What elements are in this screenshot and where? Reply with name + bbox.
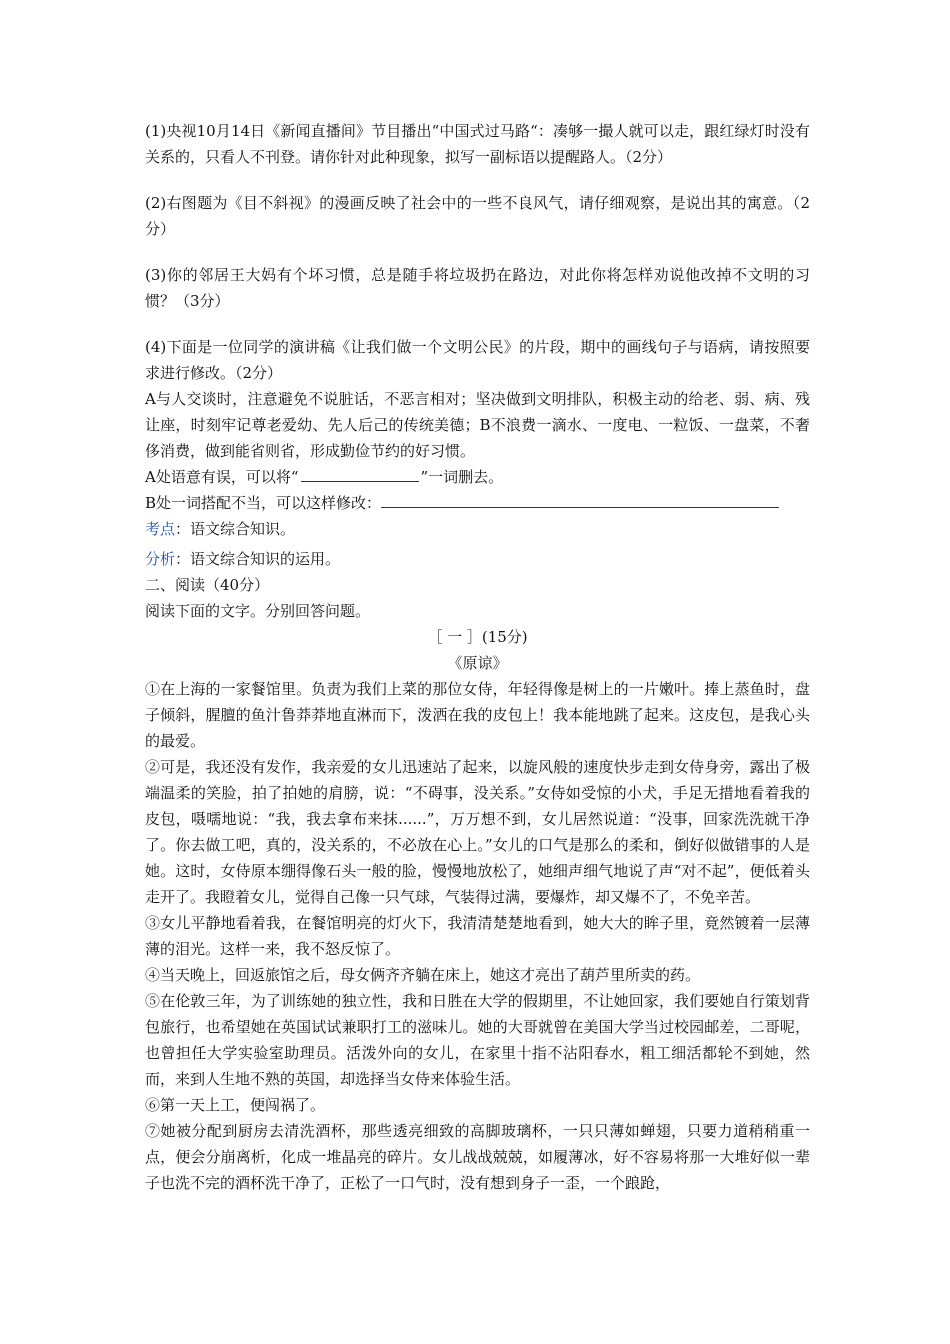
article-paragraph: ⑥第一天上工，便闯祸了。: [145, 1096, 326, 1114]
reading-instruction: 阅读下面的文字。分别回答问题。: [145, 602, 371, 620]
answer-a-prefix: A处语意有误，可以将“: [145, 468, 299, 486]
question-4-passage: A与人交谈时，注意避免不说脏话，不恶言相对；坚决做到文明排队，积极主动的给老、弱、病、残让座，时刻牢记尊老爱幼、先人后己的传统美德；B不浪费一滴水、一度电、一粒饭、一盘菜，不奢侈消费，做到能省则省，形成勤俭节约的好习惯。: [145, 390, 810, 460]
kaodian-label: 考点: [145, 520, 176, 538]
answer-b-blank[interactable]: [381, 493, 779, 508]
kaodian-text: ：语文综合知识。: [175, 520, 296, 538]
article-paragraph: ①在上海的一家餐馆里。负责为我们上菜的那位女侍，年轻得像是树上的一片嫩叶。捧上蒸鱼时，盘子倾斜，腥膻的鱼汁鲁莽莽地直淋而下，泼洒在我的皮包上！我本能地跳了起来。这皮包，是我心头的最爱。: [145, 680, 810, 750]
article-paragraph: ②可是，我还没有发作，我亲爱的女儿迅速站了起来，以旋风般的速度快步走到女侍身旁，露出了极端温柔的笑脸，拍了拍她的肩膀，说：“不碍事，没关系。”女侍如受惊的小犬，手足无措地看着我的皮包，嗫嚅地说：“我，我去拿布来抹......”，万万想不到，女儿居然说道：“没事，回家洗洗就干净了。你去做工吧，真的，没关系的，不必放在心上。”女儿的口气是那么的柔和，倒好似做错事的人是她。这时，女侍原本绷得像石头一般的脸，慢慢地放松了，她细声细气地说了声“对不起”，便低着头走开了。我瞪着女儿，觉得自己像一只气球，气装得过满，要爆炸，却又爆不了，不免辛苦。: [145, 758, 810, 906]
question-3: (3)你的邻居王大妈有个坏习惯，总是随手将垃圾扔在路边，对此你将怎样劝说他改掉不文明的习惯？（3分）: [145, 266, 810, 310]
document-content: [145, 118, 810, 1196]
fenxi-label: 分析: [145, 550, 176, 568]
article-paragraph: ③女儿平静地看着我，在餐馆明亮的灯火下，我清清楚楚地看到，她大大的眸子里，竟然镀着一层薄薄的泪光。这样一来，我不怒反惊了。: [145, 914, 810, 958]
answer-b-prefix: B处一词搭配不当，可以这样修改：: [145, 494, 382, 512]
article-paragraph: ⑦她被分配到厨房去清洗酒杯，那些透亮细致的高脚玻璃杯，一只只薄如蝉翅，只要力道稍稍重一点，便会分崩离析，化成一堆晶亮的碎片。女儿战战兢兢，如履薄冰，好不容易将那一大堆好似一辈子也洗不完的酒杯洗干净了，正松了一口气时，没有想到身子一歪，一个踉跄，: [145, 1122, 810, 1192]
kaodian-line: [145, 516, 810, 542]
reading-part-title: ［ 一 ］(15分): [427, 628, 528, 646]
question-4-answer-b: [145, 490, 810, 516]
article-title: 《原谅》: [447, 654, 508, 672]
article-paragraph: ⑤在伦敦三年，为了训练她的独立性，我和日胜在大学的假期里，不让她回家，我们要她自行策划背包旅行，也希望她在英国试试兼职打工的滋味儿。她的大哥就曾在美国大学当过校园邮差，二哥呢，也曾担任大学实验室助理员。活泼外向的女儿，在家里十指不沾阳春水，粗工细活都轮不到她，然而，来到人生地不熟的英国，却选择当女侍来体验生活。: [145, 992, 810, 1088]
reading-section-title: 二、阅读（40分）: [145, 576, 270, 594]
answer-a-blank[interactable]: [301, 467, 419, 482]
fenxi-line: [145, 546, 810, 572]
fenxi-text: ：语文综合知识的运用。: [175, 550, 341, 568]
question-4-answer-a: [145, 464, 810, 490]
article-paragraph: ④当天晚上，回返旅馆之后，母女俩齐齐躺在床上，她这才亮出了葫芦里所卖的药。: [145, 966, 701, 984]
question-4: (4)下面是一位同学的演讲稿《让我们做一个文明公民》的片段，期中的画线句子与语病，请按照要求进行修改。（2分）: [145, 338, 810, 382]
answer-a-suffix: ”一词删去。: [420, 468, 504, 486]
question-1: (1)央视10月14日《新闻直播间》节目播出“中国式过马路“：凑够一撮人就可以走，跟红绿灯时没有关系的，只看人不刊登。请你针对此种现象，拟写一副标语以提醒路人。（2分）: [145, 122, 810, 166]
question-2: (2)右图题为《目不斜视》的漫画反映了社会中的一些不良风气，请仔细观察，是说出其的寓意。（2分）: [145, 194, 810, 238]
